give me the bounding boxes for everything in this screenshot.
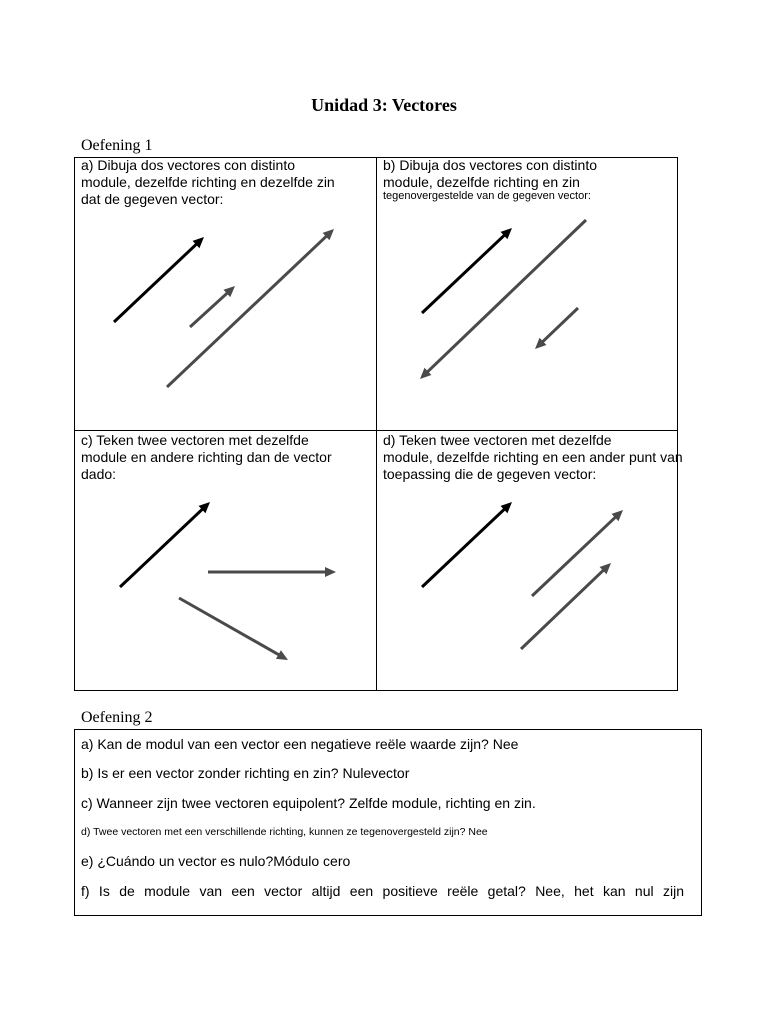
question-f: f) Is de module van een vector altijd een positieve reële getal? Nee, het kan nul zijn <box>81 883 684 899</box>
vector-c-given-shaft <box>120 508 203 587</box>
vector-c-given <box>120 502 210 587</box>
question-e: e) ¿Cuándo un vector es nulo?Módulo cero <box>81 853 351 869</box>
vector-c-horizontal <box>208 567 336 577</box>
vector-a-short-shaft <box>190 292 228 327</box>
cell-d-line3: toepassing die de gegeven vector: <box>383 466 597 482</box>
vector-a-long <box>167 229 334 387</box>
question-d: d) Twee vectoren met een verschillende richting, kunnen ze tegenovergesteld zijn? Nee <box>81 826 488 838</box>
vector-b-given-shaft <box>422 234 505 313</box>
cell-a-line1: a) Dibuja dos vectores con distinto <box>81 157 295 173</box>
cell-b-line2: module, dezelfde richting en zin <box>383 174 580 190</box>
vector-c-diagonal-shaft <box>179 598 280 656</box>
vector-a-given-shaft <box>114 243 197 322</box>
cell-c-line1: c) Teken twee vectoren met dezelfde <box>81 432 309 448</box>
cell-a-line3: dat de gegeven vector: <box>81 191 224 207</box>
question-b: b) Is er een vector zonder richting en zin? Nulevector <box>81 765 410 781</box>
cell-b-line1: b) Dibuja dos vectores con distinto <box>383 157 597 173</box>
vector-c-diagonal <box>179 598 288 660</box>
vector-c-horizontal-head <box>325 567 336 577</box>
vector-d-given <box>422 502 512 587</box>
vector-d-upper <box>532 510 623 596</box>
cell-d-line2: module, dezelfde richting en een ander punt van <box>383 449 683 465</box>
page-title: Unidad 3: Vectores <box>311 95 457 115</box>
vector-b-short <box>535 308 578 349</box>
cell-d-line1: d) Teken twee vectoren met dezelfde <box>383 432 612 448</box>
vector-b-short-shaft <box>542 308 578 343</box>
vector-a-short <box>190 286 235 327</box>
section-heading-oefening-1: Oefening 1 <box>81 137 153 154</box>
cell-c-line3: dado: <box>81 466 117 482</box>
vector-d-lower-shaft <box>521 569 604 649</box>
vector-d-upper-shaft <box>532 516 616 596</box>
cell-c-line2: module en andere richting dan de vector <box>81 449 332 465</box>
vector-b-given <box>422 228 512 313</box>
question-c: c) Wanneer zijn twee vectoren equipolent? Zelfde module, richting en zin. <box>81 795 536 811</box>
cell-a-line2: module, dezelfde richting en dezelfde zin <box>81 174 335 190</box>
vector-a-given <box>114 237 204 322</box>
question-a: a) Kan de modul van een vector een negatieve reële waarde zijn? Nee <box>81 736 519 752</box>
cell-b-line3: tegenovergestelde van de gegeven vector: <box>383 190 591 202</box>
vector-a-long-shaft <box>167 235 327 387</box>
section-heading-oefening-2: Oefening 2 <box>81 709 153 726</box>
vector-d-given-shaft <box>422 508 505 587</box>
vector-d-lower <box>521 563 611 649</box>
vector-b-long-shaft <box>426 220 586 373</box>
vector-b-long <box>420 220 586 379</box>
